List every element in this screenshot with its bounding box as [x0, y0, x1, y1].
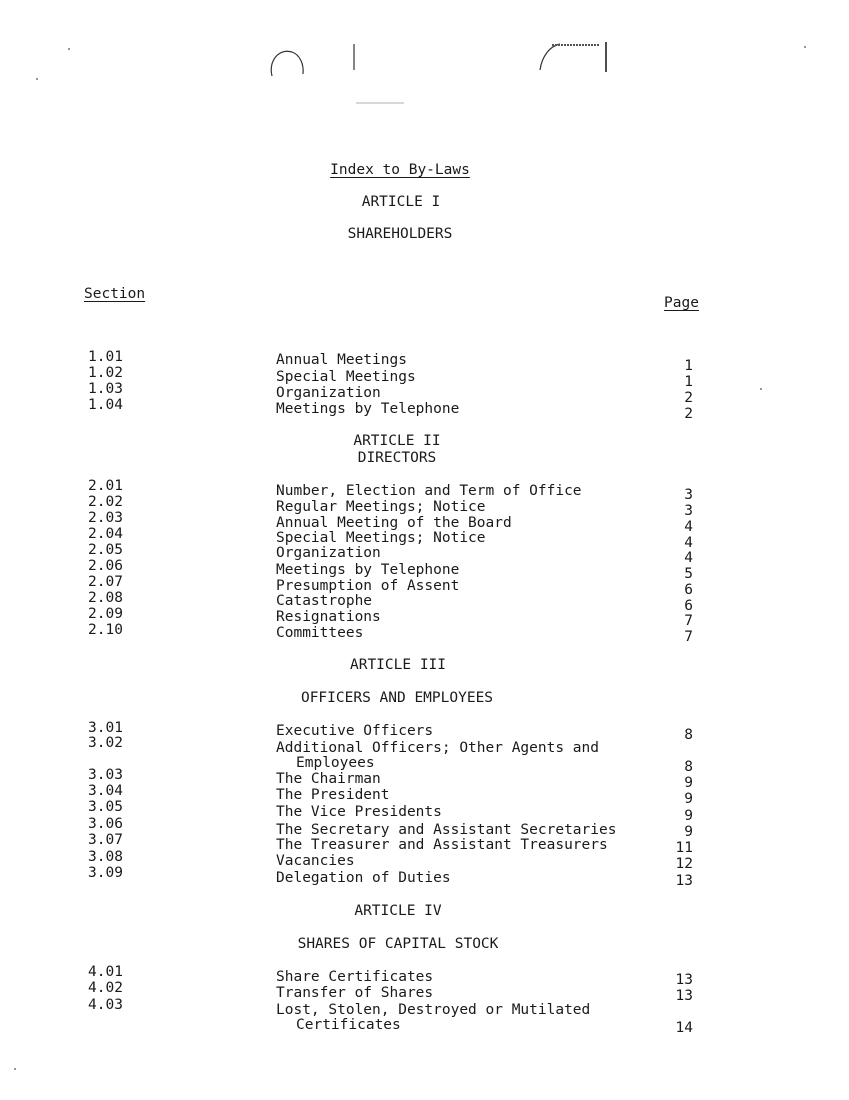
section-title: Transfer of Shares — [276, 985, 434, 1001]
section-number: 3.04 — [88, 783, 123, 799]
section-number: 3.05 — [88, 799, 123, 815]
section-number: 2.07 — [88, 574, 123, 590]
page-number: 6 — [684, 582, 693, 598]
section-title: Special Meetings — [276, 369, 416, 385]
section-title: Executive Officers — [276, 723, 434, 739]
article-1-name: SHAREHOLDERS — [347, 226, 453, 242]
section-number: 2.10 — [88, 622, 123, 638]
section-title: Catastrophe — [276, 593, 373, 609]
section-number: 2.04 — [88, 526, 123, 542]
page-number: 7 — [684, 629, 693, 645]
section-title: The Vice Presidents — [276, 804, 442, 820]
page-number: 12 — [675, 856, 693, 872]
page-number: 9 — [684, 808, 693, 824]
page-number: 7 — [684, 613, 693, 629]
section-title: Share Certificates — [276, 969, 434, 985]
article-3-name: OFFICERS AND EMPLOYEES — [300, 690, 494, 706]
section-number: 1.01 — [88, 349, 123, 365]
section-number: 3.08 — [88, 849, 123, 865]
speck — [36, 78, 38, 80]
page-number: 4 — [684, 550, 693, 566]
section-title-continued: Certificates — [296, 1017, 401, 1033]
section-number: 3.01 — [88, 720, 123, 736]
page-number: 11 — [675, 840, 693, 856]
page-number: 1 — [684, 374, 693, 390]
article-2-label: ARTICLE II — [353, 433, 441, 449]
section-title: Delegation of Duties — [276, 870, 451, 886]
page-number: 8 — [684, 759, 693, 775]
speck — [804, 46, 806, 48]
section-number: 1.04 — [88, 397, 123, 413]
section-title: Committees — [276, 625, 364, 641]
section-title: Special Meetings; Notice — [276, 530, 486, 546]
article-4-label: ARTICLE IV — [354, 903, 442, 919]
section-number: 2.05 — [88, 542, 123, 558]
article-2-name: DIRECTORS — [357, 450, 437, 466]
section-title: Meetings by Telephone — [276, 562, 460, 578]
section-number: 3.07 — [88, 832, 123, 848]
section-number: 1.03 — [88, 381, 123, 397]
article-4-name: SHARES OF CAPITAL STOCK — [297, 936, 499, 952]
section-number: 2.08 — [88, 590, 123, 606]
page-number: 13 — [675, 972, 693, 988]
page-number: 13 — [675, 988, 693, 1004]
section-number: 3.09 — [88, 865, 123, 881]
page-number: 4 — [684, 519, 693, 535]
speck — [14, 1068, 16, 1070]
section-title: Number, Election and Term of Office — [276, 483, 582, 499]
section-title: The Treasurer and Assistant Treasurers — [276, 837, 608, 853]
section-title: Resignations — [276, 609, 381, 625]
section-number: 3.03 — [88, 767, 123, 783]
section-title: The Chairman — [276, 771, 381, 787]
section-number: 2.03 — [88, 510, 123, 526]
section-column-header: Section — [84, 286, 146, 302]
page-column-header: Page — [664, 295, 699, 311]
section-title-continued: Employees — [296, 755, 375, 771]
section-title: Organization — [276, 545, 381, 561]
page-number: 5 — [684, 566, 693, 582]
page-number: 4 — [684, 535, 693, 551]
section-title: Organization — [276, 385, 381, 401]
section-title: Annual Meetings — [276, 352, 407, 368]
section-title: Meetings by Telephone — [276, 401, 460, 417]
page-number: 14 — [675, 1020, 693, 1036]
section-number: 2.01 — [88, 478, 123, 494]
section-number: 4.01 — [88, 964, 123, 980]
section-title: Annual Meeting of the Board — [276, 515, 512, 531]
section-number: 2.09 — [88, 606, 123, 622]
section-title: The Secretary and Assistant Secretaries — [276, 822, 617, 838]
page-number: 3 — [684, 503, 693, 519]
speck — [760, 388, 762, 390]
section-title: Additional Officers; Other Agents and — [276, 740, 600, 756]
section-number: 3.02 — [88, 735, 123, 751]
page-number: 6 — [684, 598, 693, 614]
section-number: 1.02 — [88, 365, 123, 381]
page-number: 9 — [684, 775, 693, 791]
page-number: 2 — [684, 390, 693, 406]
section-number: 2.06 — [88, 558, 123, 574]
section-title: Presumption of Assent — [276, 578, 460, 594]
page-number: 3 — [684, 487, 693, 503]
scan-artifacts — [0, 0, 849, 120]
article-1-label: ARTICLE I — [361, 194, 441, 210]
page-number: 8 — [684, 727, 693, 743]
article-3-label: ARTICLE III — [349, 657, 447, 673]
section-number: 2.02 — [88, 494, 123, 510]
section-title: Regular Meetings; Notice — [276, 499, 486, 515]
section-title: Vacancies — [276, 853, 355, 869]
page-number: 13 — [675, 873, 693, 889]
page-number: 9 — [684, 791, 693, 807]
section-number: 4.02 — [88, 980, 123, 996]
page-number: 9 — [684, 824, 693, 840]
speck — [68, 48, 70, 50]
section-title: The President — [276, 787, 390, 803]
page-number: 1 — [684, 358, 693, 374]
page-title: Index to By-Laws — [330, 162, 470, 178]
hole-punch-arc-left — [271, 51, 303, 76]
hole-punch-arc-right — [540, 44, 560, 70]
section-number: 4.03 — [88, 997, 123, 1013]
section-title: Lost, Stolen, Destroyed or Mutilated — [276, 1002, 591, 1018]
page-number: 2 — [684, 406, 693, 422]
section-number: 3.06 — [88, 816, 123, 832]
